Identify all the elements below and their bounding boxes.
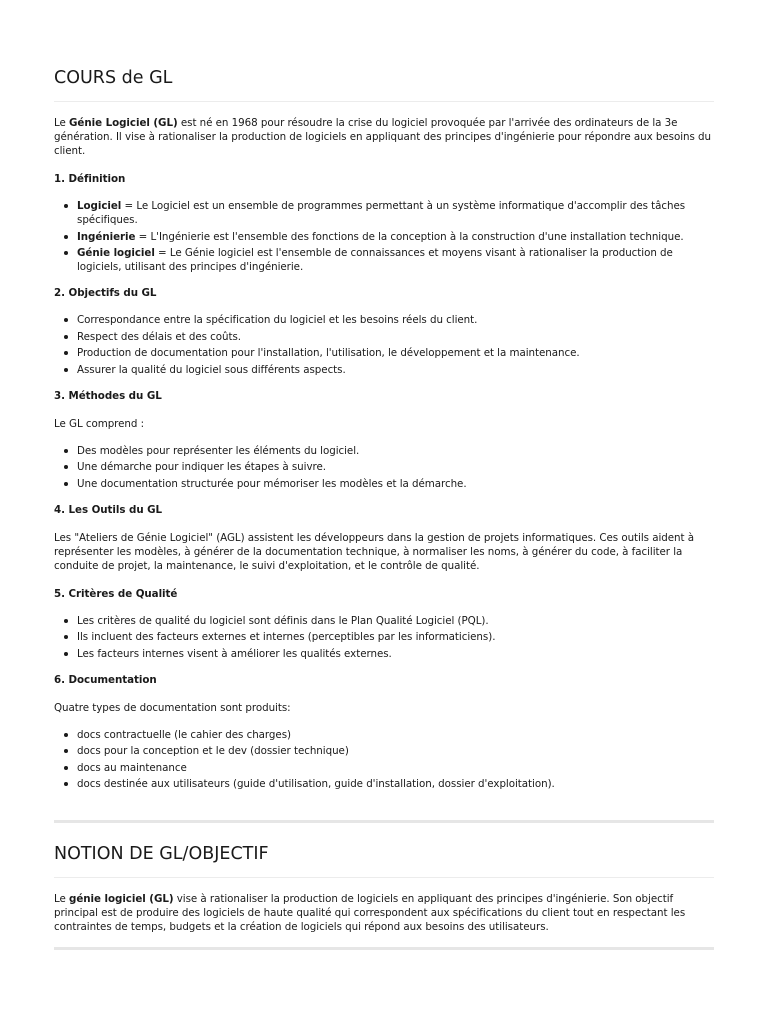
list-item: Génie logiciel = Le Génie logiciel est l'ensemble de connaissances et moyens visant à rationaliser la production de logiciels, utilisant des principes d'ingénierie. [77,246,714,274]
heading-objectifs: 2. Objectifs du GL [54,287,157,299]
definition-list [54,199,714,274]
list-item: Assurer la qualité du logiciel sous différents aspects. [77,363,714,377]
list-item: Ingénierie = L'Ingénierie est l'ensemble des fonctions de la conception à la construction d'une installation technique. [77,230,714,244]
list-item: Les critères de qualité du logiciel sont définis dans le Plan Qualité Logiciel (PQL). [77,614,714,628]
list-item: Production de documentation pour l'installation, l'utilisation, le développement et la maintenance. [77,346,714,360]
intro-term: Génie Logiciel (GL) [69,117,178,129]
outils-paragraph: Les "Ateliers de Génie Logiciel" (AGL) assistent les développeurs dans la gestion de projets informatiques. Ces outils aident à représenter les modèles, à générer de la documentation technique, à normaliser les noms, à générer du code, à faciliter la conduite de projet, la maintenance, le suivi d'exploitation, et le contrôle de qualité. [54,531,694,572]
list-item: docs destinée aux utilisateurs (guide d'utilisation, guide d'installation, dossier d'exploitation). [77,777,714,791]
list-item: Logiciel = Le Logiciel est un ensemble de programmes permettant à un système informatique d'accomplir des tâches spécifiques. [77,199,714,227]
heading-definition: 1. Définition [54,173,126,185]
methodes-lead: Le GL comprend : [54,417,145,430]
section-title-cours: COURS de GL [54,64,714,102]
heading-methodes: 3. Méthodes du GL [54,389,162,402]
objectifs-list [54,313,714,377]
list-item: Une démarche pour indiquer les étapes à suivre. [77,460,714,474]
criteres-list [54,614,714,661]
list-item: Les facteurs internes visent à améliorer les qualités externes. [77,647,714,661]
list-item: Ils incluent des facteurs externes et internes (perceptibles par les informaticiens). [77,630,714,644]
list-item: Respect des délais et des coûts. [77,330,714,344]
heading-criteres: 5. Critères de Qualité [54,587,178,600]
list-item: Des modèles pour représenter les éléments du logiciel. [77,444,714,458]
heading-outils: 4. Les Outils du GL [54,503,163,516]
list-item: Une documentation structurée pour mémoriser les modèles et la démarche. [77,477,714,491]
list-item: Correspondance entre la spécification du logiciel et les besoins réels du client. [77,313,714,327]
notion-paragraph: Le génie logiciel (GL) vise à rationaliser la production de logiciels en appliquant des principes d'ingénierie. Son objectif principal est de produire des logiciels de haute qualité qui correspondent aux spécifications du client tout en respectant les contraintes de temps, budgets et la création de logiciels qui répond aux besoins des utilisateurs. [54,893,686,933]
notion-term: génie logiciel (GL) [69,893,174,905]
intro-paragraph: Le Génie Logiciel (GL) est né en 1968 pour résoudre la crise du logiciel provoquée par l'arrivée des ordinateurs de la 3e génération. Il vise à rationaliser la production de logiciels en appliquant des principes d'ingénierie pour répondre aux besoins du client. [54,117,711,157]
list-item: docs pour la conception et le dev (dossier technique) [77,744,714,758]
methodes-list [54,444,714,491]
section-divider [54,820,714,823]
list-item: docs au maintenance [77,761,714,775]
section-cours [54,64,714,794]
section-title-notion: NOTION DE GL/OBJECTIF [54,840,714,878]
section-divider [54,947,714,950]
heading-documentation: 6. Documentation [54,673,157,686]
documentation-list [54,728,714,792]
documentation-lead: Quatre types de documentation sont produits: [54,701,291,714]
list-item: docs contractuelle (le cahier des charges) [77,728,714,742]
section-notion [54,840,714,934]
